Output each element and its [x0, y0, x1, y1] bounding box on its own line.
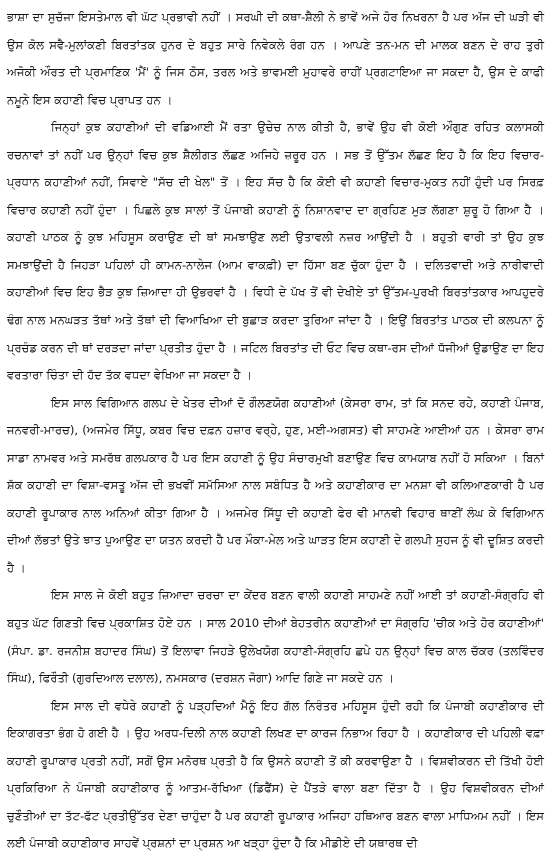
paragraph: ਭਾਸ਼ਾ ਦਾ ਸੁਚੱਜਾ ਇਸਤੇਮਾਲ ਵੀ ਘੱਟ ਪ੍ਰਭਾਵੀ ਨਹੀਂ । ਸਰਘੀ ਦੀ ਕਥਾ-ਸ਼ੈਲੀ ਨੇ ਭਾਵੇਂ ਅਜੇ ਹੋਰ ਨਿਖਰਨਾ ਹੈ ਪਰ ਅੱਜ ਦੀ ਘੜੀ ਵੀ ਉਸ ਕੋਲ ਸਵੈ-ਮੁਲਾਂਕਣੀ ਬਿਰਤਾਂਤਕ ਹੁਨਰ ਦੇ ਬਹੁਤ ਸਾਰੇ ਨਿਵੇਕਲੇ ਰੰਗ ਹਨ । ਆਪਣੇ ਤਨ-ਮਨ ਦੀ ਮਾਲਕ ਬਣਨ ਦੇ ਰਾਹ ਤੁਰੀ ਅਜੋਕੀ ਔਰਤ ਦੀ ਪ੍ਰਮਾਣਿਕ 'ਮੈਂ' ਨੂੰ ਜਿਸ ਠੋਸ, ਤਰਲ ਅਤੇ ਭਾਵਮਈ ਮੁਹਾਵਰੇ ਰਾਹੀਂ ਪ੍ਰਗਟਾਇਆ ਜਾ ਸਕਦਾ ਹੈ, ਉਸ ਦੇ ਕਾਫੀ ਨਮੂਨੇ ਇਸ ਕਹਾਣੀ ਵਿਚ ਪ੍ਰਾਪਤ ਹਨ । — [7, 10, 544, 107]
paragraph: ਜਿਨ੍ਹਾਂ ਕੁਝ ਕਹਾਣੀਆਂ ਦੀ ਵਡਿਆਈ ਮੈਂ ਰਤਾ ਉਚੇਚ ਨਾਲ ਕੀਤੀ ਹੈ, ਭਾਵੇਂ ਉਹ ਵੀ ਕੋਈ ਔਗੁਣ ਰਹਿਤ ਕਲਾਸਕੀ ਰਚਨਾਵਾਂ ਤਾਂ ਨਹੀਂ ਪਰ ਉਨ੍ਹਾਂ ਵਿਚ ਕੁਝ ਸ਼ੈਲੀਗਤ ਲੱਛਣ ਅਜਿਹੇ ਜ਼ਰੂਰ ਹਨ । ਸਭ ਤੋਂ ਉੱਤਮ ਲੱਛਣ ਇਹ ਹੈ ਕਿ ਇਹ ਵਿਚਾਰ-ਪ੍ਰਧਾਨ ਕਹਾਣੀਆਂ ਨਹੀਂ, ਸਿਵਾਏ "ਸੱਚ ਦੀ ਖੇਲ" ਤੋਂ । ਇਹ ਸੱਚ ਹੈ ਕਿ ਕੋਈ ਵੀ ਕਹਾਣੀ ਵਿਚਾਰ-ਮੁਕਤ ਨਹੀਂ ਹੁੰਦੀ ਪਰ ਸਿਰਫ਼ ਵਿਚਾਰ ਕਹਾਣੀ ਨਹੀਂ ਹੁੰਦਾ । ਪਿਛਲੇ ਕੁਝ ਸਾਲਾਂ ਤੋਂ ਪੰਜਾਬੀ ਕਹਾਣੀ ਨੂੰ ਨਿਸ਼ਾਨਵਾਦ ਦਾ ਗ੍ਰਹਿਣ ਮੁੜ ਲੱਗਣਾ ਸ਼ੁਰੂ ਹੋ ਗਿਆ ਹੈ । ਕਹਾਣੀ ਪਾਠਕ ਨੂੰ ਕੁਝ ਮਹਿਸੂਸ ਕਰਾਉਣ ਦੀ ਥਾਂ ਸਮਝਾਉਣ ਲਈ ਉਤਾਵਲੀ ਨਜ਼ਰ ਆਉਂਦੀ ਹੈ । ਬਹੁਤੀ ਵਾਰੀ ਤਾਂ ਉਹ ਕੁਝ ਸਮਝਾਉਂਦੀ ਹੈ ਜਿਹੜਾ ਪਹਿਲਾਂ ਹੀ ਕਾਮਨ-ਨਾਲੇਜ (ਆਮ ਵਾਕਫ਼ੀ) ਦਾ ਹਿੱਸਾ ਬਣ ਚੁੱਕਾ ਹੁੰਦਾ ਹੈ । ਦਲਿਤਵਾਦੀ ਅਤੇ ਨਾਰੀਵਾਦੀ ਕਹਾਣੀਆਂ ਵਿਚ ਇਹ ਭੈੜ ਕੁਝ ਜ਼ਿਆਦਾ ਹੀ ਉਭਰਵਾਂ ਹੈ । ਵਿਧੀ ਦੇ ਪੱਖ ਤੋਂ ਵੀ ਦੇਖੀਏ ਤਾਂ ਉੱਤਮ-ਪੁਰਖੀ ਬਿਰਤਾਂਤਕਾਰ ਆਪਹੁਦਰੇ ਢੰਗ ਨਾਲ ਮਨਘੜਤ ਤੱਥਾਂ ਅਤੇ ਤੱਥਾਂ ਦੀ ਵਿਆਖਿਆ ਦੀ ਬੁਛਾੜ ਕਰਦਾ ਤੁਰਿਆ ਜਾਂਦਾ ਹੈ । ਇਉਂ ਬਿਰਤਾਂਤ ਪਾਠਕ ਦੀ ਕਲਪਨਾ ਨੂੰ ਪ੍ਰਚੰਡ ਕਰਨ ਦੀ ਥਾਂ ਦਰੜਦਾ ਜਾਂਦਾ ਪ੍ਰਤੀਤ ਹੁੰਦਾ ਹੈ । ਜਟਿਲ ਬਿਰਤਾਂਤ ਦੀ ਓਟ ਵਿਚ ਕਥਾ-ਰਸ ਦੀਆਂ ਧੱਜੀਆਂ ਉਡਾਉਣ ਦਾ ਇਹ ਵਰਤਾਰਾ ਚਿੰਤਾ ਦੀ ਹੱਦ ਤੱਕ ਵਧਦਾ ਵੇਖਿਆ ਜਾ ਸਕਦਾ ਹੈ । — [7, 120, 544, 383]
paragraph: ਇਸ ਸਾਲ ਵਿਗਿਆਨ ਗਲਪ ਦੇ ਖੇਤਰ ਦੀਆਂ ਦੋ ਗੌਲਣਯੋਗ ਕਹਾਣੀਆਂ (ਕੇਸਰਾ ਰਾਮ, ਤਾਂ ਕਿ ਸਨਦ ਰਹੇ, ਕਹਾਣੀ ਪੰਜਾਬ, ਜਨਵਰੀ-ਮਾਰਚ), (ਅਜਮੇਰ ਸਿੱਧੂ, ਕਬਰ ਵਿਚ ਦਫ਼ਨ ਹਜ਼ਾਰ ਵਰ੍ਹੇ, ਹੁਣ, ਮਈ-ਅਗਸਤ) ਵੀ ਸਾਹਮਣੇ ਆਈਆਂ ਹਨ । ਕੇਸਰਾ ਰਾਮ ਸਾਡਾ ਨਾਮਵਰ ਅਤੇ ਸਮਰੱਥ ਗਲਪਕਾਰ ਹੈ ਪਰ ਇਸ ਕਹਾਣੀ ਨੂੰ ਉਹ ਸੰਚਾਰਮੁਖੀ ਬਣਾਉਣ ਵਿਚ ਕਾਮਯਾਬ ਨਹੀਂ ਹੋ ਸਕਿਆ । ਬਿਨਾਂ ਸ਼ੱਕ ਕਹਾਣੀ ਦਾ ਵਿਸ਼ਾ-ਵਸਤੂ ਅੱਜ ਦੀ ਭਖਵੀਂ ਸਮੱਸਿਆ ਨਾਲ ਸਬੰਧਿਤ ਹੈ ਅਤੇ ਕਹਾਣੀਕਾਰ ਦਾ ਮਨਸ਼ਾ ਵੀ ਕਲਿਆਣਕਾਰੀ ਹੈ ਪਰ ਕਹਾਣੀ ਰੂਪਾਕਾਰ ਨਾਲ ਅਨਿਆਂ ਕੀਤਾ ਗਿਆ ਹੈ । ਅਜਮੇਰ ਸਿੱਧੂ ਦੀ ਕਹਾਣੀ ਫੇਰ ਵੀ ਮਾਨਵੀ ਵਿਹਾਰ ਥਾਣੀਂ ਲੰਘ ਕੇ ਵਿਗਿਆਨ ਦੀਆਂ ਲੱਭਤਾਂ ਉਤੇ ਝਾਤ ਪੁਆਉਣ ਦਾ ਯਤਨ ਕਰਦੀ ਹੈ ਪਰ ਮੌਕਾ-ਮੇਲ ਅਤੇ ਘਾੜਤ ਇਸ ਕਹਾਣੀ ਦੇ ਗਲਪੀ ਸੁਹਜ ਨੂੰ ਵੀ ਦੂਸ਼ਿਤ ਕਰਦੀ ਹੈ । — [7, 395, 545, 575]
paragraph: ਇਸ ਸਾਲ ਦੀ ਵਧੇਰੇ ਕਹਾਣੀ ਨੂੰ ਪੜ੍ਹਦਿਆਂ ਮੈਨੂੰ ਇਹ ਗੱਲ ਨਿਰੰਤਰ ਮਹਿਸੂਸ ਹੁੰਦੀ ਰਹੀ ਕਿ ਪੰਜਾਬੀ ਕਹਾਣੀਕਾਰ ਦੀ ਇਕਾਗਰਤਾ ਭੰਗ ਹੋ ਗਈ ਹੈ । ਉਹ ਅਰਧ-ਦਿਲੀ ਨਾਲ ਕਹਾਣੀ ਲਿਖਣ ਦਾ ਕਾਰਜ ਨਿਭਾਅ ਰਿਹਾ ਹੈ । ਕਹਾਣੀਕਾਰ ਦੀ ਪਹਿਲੀ ਵਫ਼ਾ ਕਹਾਣੀ ਰੂਪਾਕਾਰ ਪ੍ਰਤੀ ਨਹੀਂ, ਸਗੋਂ ਉਸ ਮਨੋਰਥ ਪ੍ਰਤੀ ਹੈ ਕਿ ਉਸਨੇ ਕਹਾਣੀ ਤੋਂ ਕੀ ਕਰਵਾਉਣਾ ਹੈ । ਵਿਸ਼ਵੀਕਰਨ ਦੀ ਤਿੱਖੀ ਹੋਈ ਪ੍ਰਕਿਰਿਆ ਨੇ ਪੰਜਾਬੀ ਕਹਾਣੀਕਾਰ ਨੂੰ ਆਤਮ-ਰੱਖਿਆ (ਡਿਫੈਂਸ) ਦੇ ਪੈਂਤੜੇ ਵਾਲਾ ਬਣਾ ਦਿੱਤਾ ਹੈ । ਉਹ ਵਿਸ਼ਵੀਕਰਨ ਦੀਆਂ ਚੁਣੌਤੀਆਂ ਦਾ ਤੱਟ-ਫੱਟ ਪ੍ਰਤੀਉੱਤਰ ਦੇਣਾ ਚਾਹੁੰਦਾ ਹੈ ਪਰ ਕਹਾਣੀ ਰੂਪਾਕਾਰ ਅਜਿਹਾ ਹਥਿਆਰ ਬਣਨ ਵਾਲਾ ਮਾਧਿਅਮ ਨਹੀਂ । ਇਸ ਲਈ ਪੰਜਾਬੀ ਕਹਾਣੀਕਾਰ ਸਾਹਵੇਂ ਪ੍ਰਸ਼ਨਾਂ ਦਾ ਪ੍ਰਸ਼ਨ ਆ ਖੜ੍ਹਾ ਹੁੰਦਾ ਹੈ ਕਿ ਮੀਡੀਏ ਦੀ ਯਥਾਰਥ ਦੀ — [7, 698, 544, 851]
paragraph: ਇਸ ਸਾਲ ਜੇ ਕੋਈ ਬਹੁਤ ਜ਼ਿਆਦਾ ਚਰਚਾ ਦਾ ਕੇਂਦਰ ਬਣਨ ਵਾਲੀ ਕਹਾਣੀ ਸਾਹਮਣੇ ਨਹੀਂ ਆਈ ਤਾਂ ਕਹਾਣੀ-ਸੰਗ੍ਰਹਿ ਵੀ ਬਹੁਤ ਘੱਟ ਗਿਣਤੀ ਵਿਚ ਪ੍ਰਕਾਸ਼ਿਤ ਹੋਏ ਹਨ । ਸਾਲ 2010 ਦੀਆਂ ਬੇਹਤਰੀਨ ਕਹਾਣੀਆਂ ਦਾ ਸੰਗ੍ਰਹਿ 'ਚੀਕ ਅਤੇ ਹੋਰ ਕਹਾਣੀਆਂ' (ਸੰਪਾ. ਡਾ. ਰਜਨੀਸ਼ ਬਹਾਦਰ ਸਿੰਘ) ਤੋਂ ਇਲਾਵਾ ਜਿਹੜੇ ਉਲੇਖਯੋਗ ਕਹਾਣੀ-ਸੰਗ੍ਰਹਿ ਛਪੇ ਹਨ ਉਨ੍ਹਾਂ ਵਿਚ ਕਾਲ ਚੱਕਰ (ਤਲਵਿੰਦਰ ਸਿੰਘ), ਫਿਰੌਤੀ (ਗੁਰਦਿਆਲ ਦਲਾਲ), ਨਮਸਕਾਰ (ਦਰਸ਼ਨ ਜੋਗਾ) ਆਦਿ ਗਿਣੇ ਜਾ ਸਕਦੇ ਹਨ । — [7, 588, 544, 686]
